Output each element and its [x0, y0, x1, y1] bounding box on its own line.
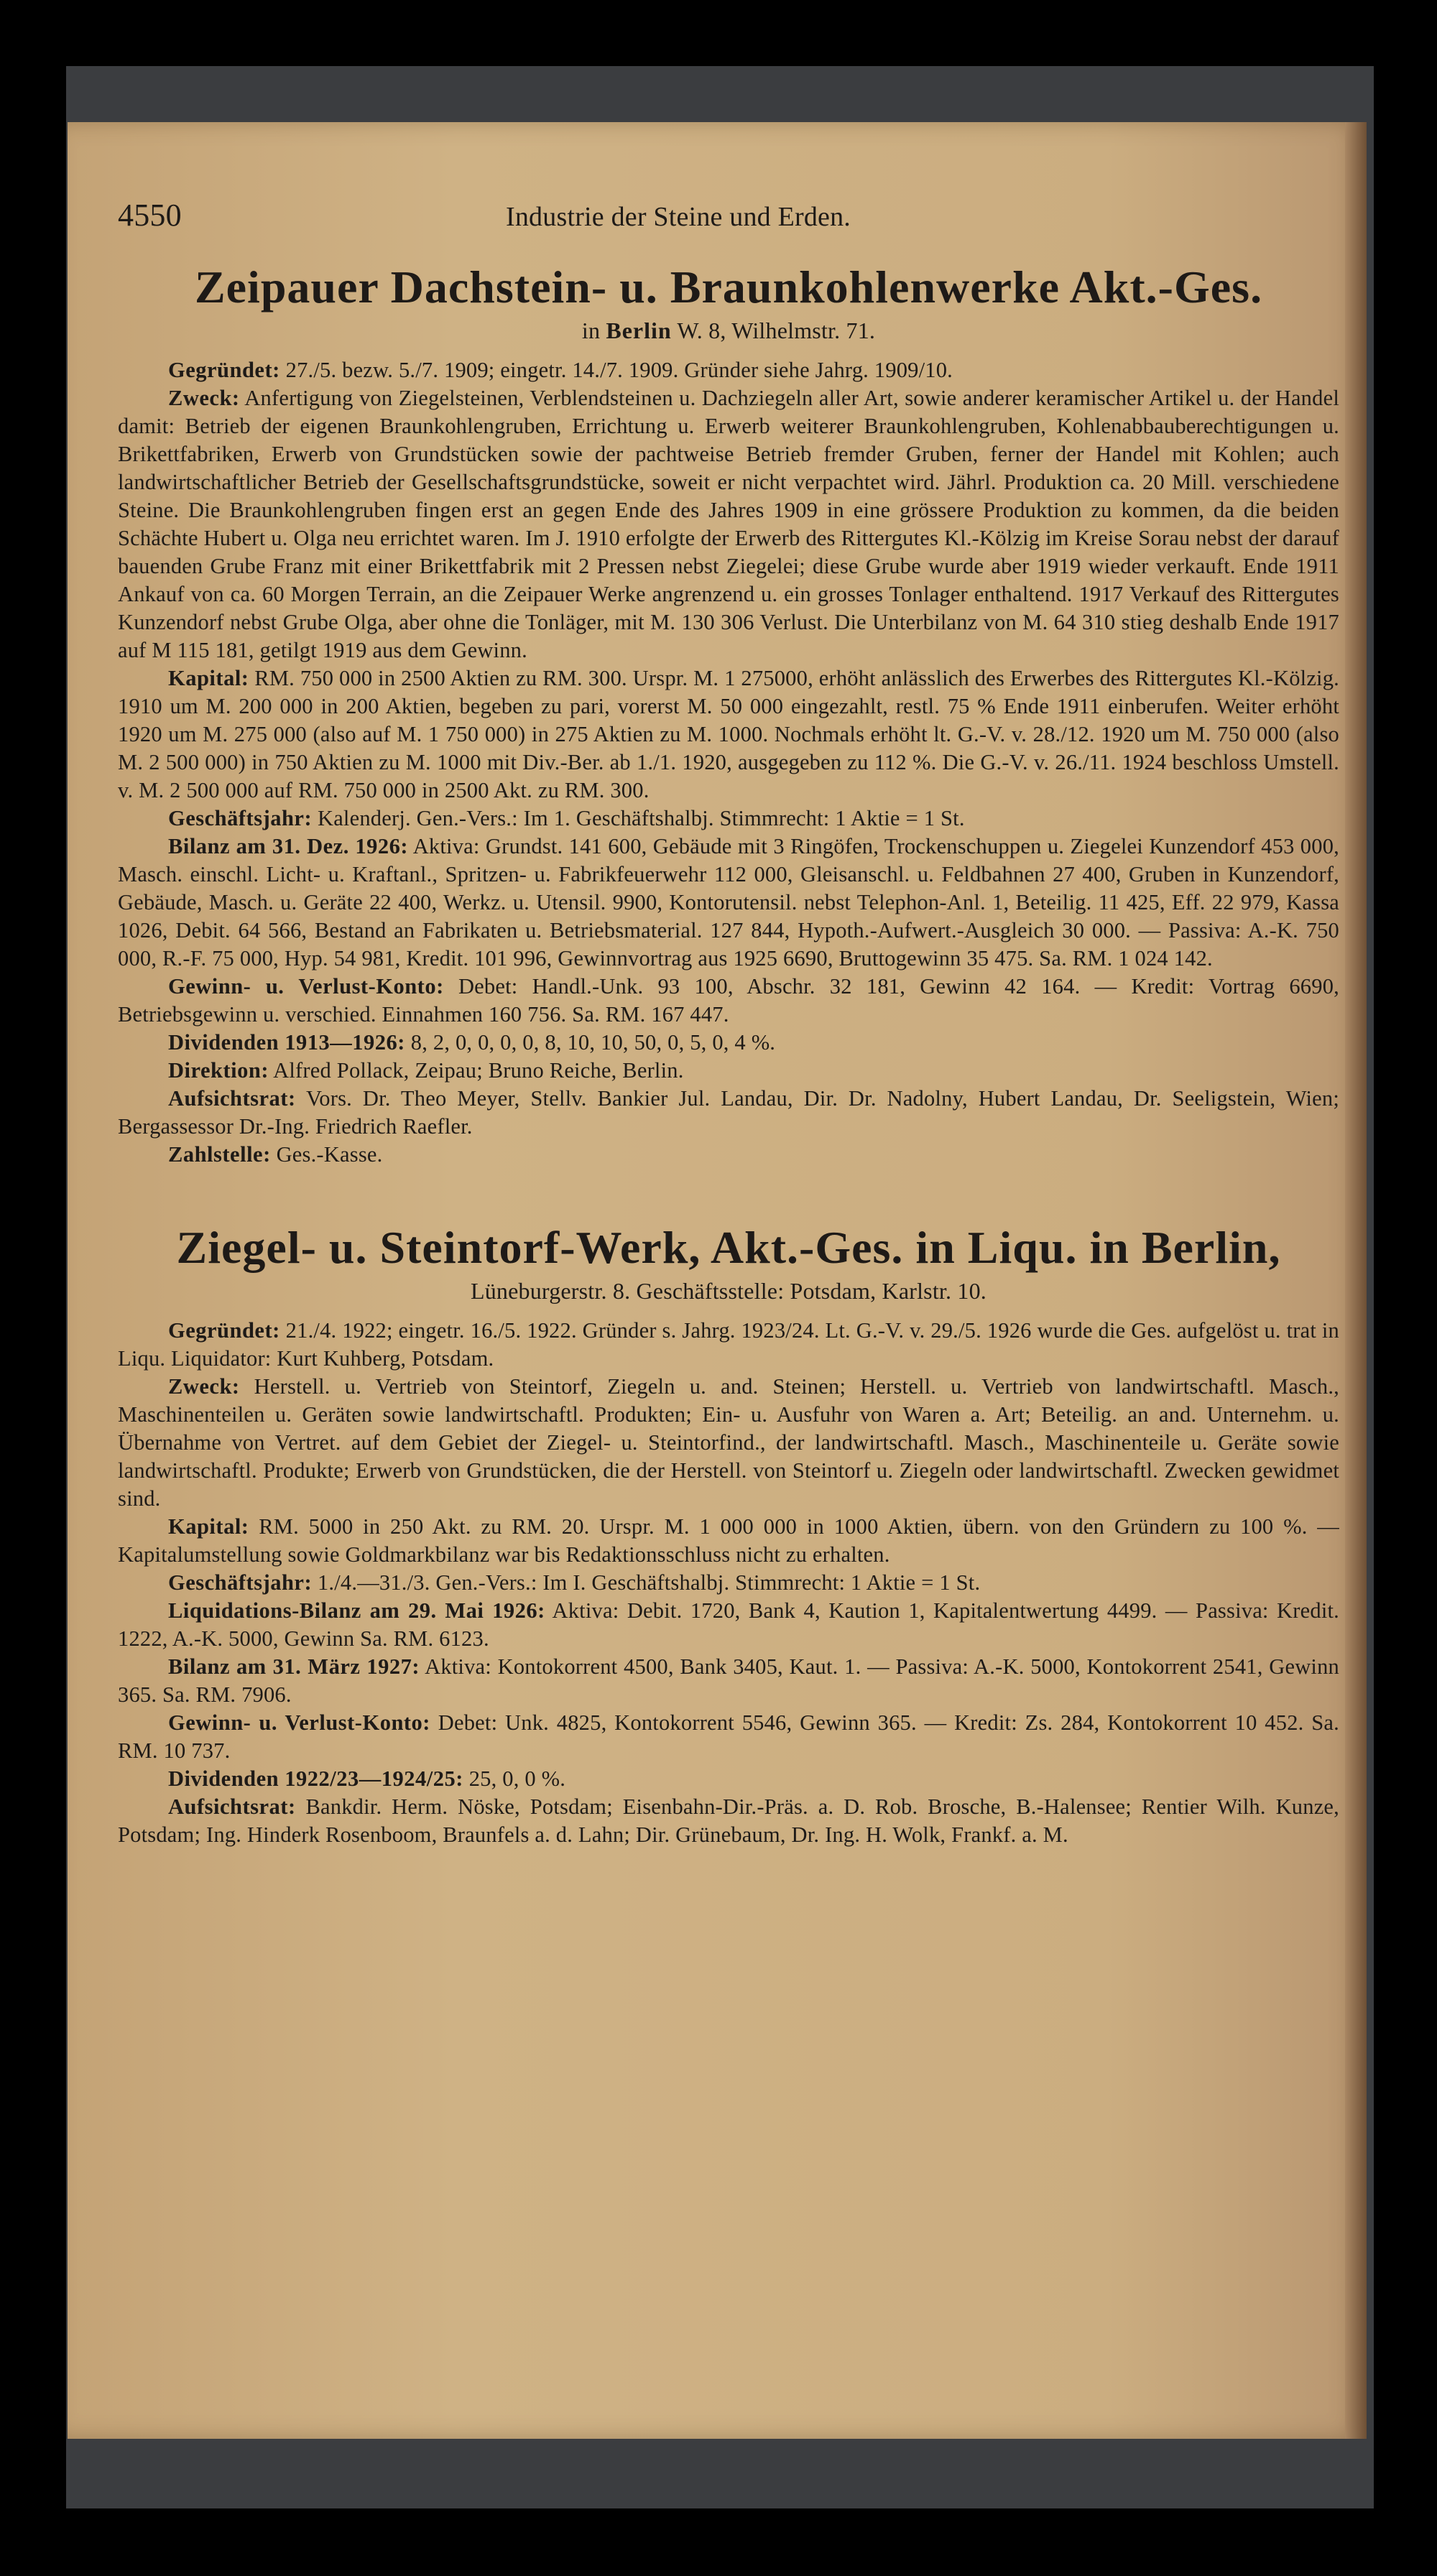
running-title: Industrie der Steine und Erden. — [506, 202, 851, 232]
company-entry — [118, 1220, 1339, 1849]
section-capital: Kapital: RM. 750 000 in 2500 Aktien zu RM. 300. Urspr. M. 1 275000, erhöht anlässlich des Erwerbes des Rittergutes Kl.-Kölzig. 1910 um M. 200 000 in 200 Aktien, begeben zu pari, vorerst M. 50 000 eingezahlt, restl. 75 % Ende 1911 einberufen. Weiter erhöht 1920 um M. 275 000 (also auf M. 1 750 000) in 275 Aktien zu M. 1000. Nochmals erhöht lt. G.-V. v. 28./12. 1920 um M. 750 000 (also M. 2 500 000) in 750 Aktien zu M. 1000 mit Div.-Ber. ab 1./1. 1920, ausgegeben zu 112 %. Die G.-V. v. 26./11. 1924 beschloss Umstell. v. M. 2 500 000 auf RM. 750 000 in 2500 Akt. zu RM. 300. — [118, 666, 1340, 802]
section-management: Direktion: Alfred Pollack, Zeipau; Bruno Reiche, Berlin. — [168, 1058, 684, 1083]
section-liquidation-balance: Liquidations-Bilanz am 29. Mai 1926: Aktiva: Debit. 1720, Bank 4, Kaution 1, Kapitalentwertung 4499. — Passiva: Kredit. 1222, A.-K. 5000, Gewinn Sa. RM. 6123. — [118, 1598, 1339, 1651]
company-address: Lüneburgerstr. 8. Geschäftsstelle: Potsdam, Karlstr. 10. — [470, 1278, 987, 1304]
section-supervisory-board: Aufsichtsrat: Vors. Dr. Theo Meyer, Stellv. Bankier Jul. Landau, Dir. Dr. Nadolny, Hubert Landau, Dr. Seeligstein, Wien; Bergassessor Dr.-Ing. Friedrich Raefler. — [118, 1086, 1339, 1139]
section-fiscal-year: Geschäftsjahr: 1./4.—31./3. Gen.-Vers.: Im I. Geschäftshalbj. Stimmrecht: 1 Aktie = 1 St. — [168, 1570, 981, 1595]
page-edge — [1345, 122, 1367, 2439]
section-purpose: Zweck: Herstell. u. Vertrieb von Steintorf, Ziegeln u. and. Steinen; Herstell. u. Vertrieb von landwirtschaftl. Masch., Maschinenteilen u. Geräten sowie landwirtschaftl. Produkten; Ein- u. Ausfuhr von Waren a. Art; Beteilig. an and. Unternehm. u. Übernahme von Vertret. auf dem Gebiet der Ziegel- u. Steintorfind., der landwirtschaftl. Masch., Maschinenteile u. Geräte sowie landwirtschaftl. Produkte; Erwerb von Grundstücken, die der Herstell. von Steintorf u. Ziegeln oder landwirtschaftl. Zwecken gewidmet sind. — [118, 1374, 1340, 1511]
section-paying-agent: Zahlstelle: Ges.-Kasse. — [168, 1142, 383, 1167]
company-entry — [118, 260, 1339, 1169]
company-title: Ziegel- u. Steintorf-Werk, Akt.-Ges. in Liqu. in Berlin, — [176, 1222, 1281, 1273]
section-balance: Bilanz am 31. März 1927: Aktiva: Kontokorrent 4500, Bank 3405, Kaut. 1. — Passiva: A.-K. 5000, Kontokorrent 2541, Gewinn 365. Sa. RM. 7906. — [118, 1654, 1339, 1707]
section-capital: Kapital: RM. 5000 in 250 Akt. zu RM. 20. Urspr. M. 1 000 000 in 1000 Aktien, übern. von den Gründern zu 100 %. — Kapitalumstellung sowie Goldmarkbilanz war bis Redaktionsschluss nicht zu erhalten. — [118, 1514, 1339, 1567]
company-location: in Berlin W. 8, Wilhelmstr. 71. — [581, 318, 876, 343]
company-title: Zeipauer Dachstein- u. Braunkohlenwerke Akt.-Ges. — [194, 261, 1263, 312]
section-supervisory-board: Aufsichtsrat: Bankdir. Herm. Nöske, Potsdam; Eisenbahn-Dir.-Präs. a. D. Rob. Brosche, B.-Halensee; Rentier Wilh. Kunze, Potsdam; Ing. Hinderk Rosenboom, Braunfels a. d. Lahn; Dir. Grünebaum, Dr. Ing. H. Wolk, Frankf. a. M. — [118, 1794, 1339, 1847]
section-dividends: Dividenden 1913—1926: 8, 2, 0, 0, 0, 0, 8, 10, 10, 50, 0, 5, 0, 4 %. — [168, 1030, 776, 1055]
book-page — [68, 122, 1367, 2439]
page-header — [118, 198, 1339, 233]
section-dividends: Dividenden 1922/23—1924/25: 25, 0, 0 %. — [168, 1766, 566, 1791]
section-purpose: Zweck: Anfertigung von Ziegelsteinen, Verblendsteinen u. Dachziegeln aller Art, sowie anderer keramischer Artikel u. der Handel damit: Betrieb der eigenen Braunkohlengruben, Errichtung u. Erwerb weiterer Braunkohlengruben, Kohlenabbauberechtigungen u. Brikettfabriken, Erwerb von Grundstücken sowie der pachtweise Betrieb fremder Gruben, ferner der Handel mit Kohlen; auch landwirtschaftlicher Betrieb der Gesellschaftsgrundstücke, soweit er nicht verpachtet wird. Jährl. Produktion ca. 20 Mill. verschiedene Steine. Die Braunkohlengruben fingen erst an gegen Ende des Jahres 1909 in eine grössere Produktion zu kommen, da die beiden Schächte Hubert u. Olga neu errichtet waren. Im J. 1910 erfolgte der Erwerb des Rittergutes Kl.-Kölzig im Kreise Sorau nebst der darauf bauenden Grube Franz mit einer Brikettfabrik mit 2 Pressen nebst Ziegelei; diese Grube wurde aber 1919 wieder verkauft. Ende 1911 Ankauf von ca. 60 Morgen Terrain, an die Zeipauer Werke angrenzend u. ein grosses Tonlager enthaltend. 1917 Verkauf des Rittergutes Kunzendorf nebst Grube Olga, aber ohne die Tonläger, mit M. 130 306 Verlust. Die Unterbilanz von M. 64 310 stieg deshalb Ende 1917 auf M 115 181, getilgt 1919 aus dem Gewinn. — [118, 386, 1339, 662]
section-profit-loss: Gewinn- u. Verlust-Konto: Debet: Unk. 4825, Kontokorrent 5546, Gewinn 365. — Kredit: Zs. 284, Kontokorrent 10 452. Sa. RM. 10 737. — [118, 1710, 1339, 1763]
page-text — [118, 198, 1340, 1849]
section-fiscal-year: Geschäftsjahr: Kalenderj. Gen.-Vers.: Im 1. Geschäftshalbj. Stimmrecht: 1 Aktie = 1 St. — [168, 806, 965, 830]
section-profit-loss: Gewinn- u. Verlust-Konto: Debet: Handl.-Unk. 93 100, Abschr. 32 181, Gewinn 42 164. — Kredit: Vortrag 6690, Betriebsgewinn u. verschied. Einnahmen 160 756. Sa. RM. 167 447. — [118, 974, 1339, 1027]
section-balance: Bilanz am 31. Dez. 1926: Aktiva: Grundst. 141 600, Gebäude mit 3 Ringöfen, Trockenschuppen u. Ziegelei Kunzendorf 453 000, Masch. einschl. Licht- u. Kraftanl., Spritzen- u. Fabrikfeuerwehr 112 000, Gleisanschl. u. Feldbahnen 27 400, Gruben in Kunzendorf, Gebäude, Masch. u. Geräte 22 400, Werkz. u. Utensil. 9900, Kontorutensil. nebst Telephon-Anl. 1, Beteilig. 11 425, Eff. 22 979, Kassa 1026, Debit. 64 566, Bestand an Fabrikaten u. Betriebsmaterial. 127 844, Hypoth.-Aufwert.-Ausgleich 30 000. — Passiva: A.-K. 750 000, R.-F. 75 000, Hyp. 54 981, Kredit. 101 996, Gewinnvortrag aus 1925 6690, Bruttogewinn 35 475. Sa. RM. 1 024 142. — [118, 834, 1339, 970]
section-founded: Gegründet: 21./4. 1922; eingetr. 16./5. 1922. Gründer s. Jahrg. 1923/24. Lt. G.-V. v. 29./5. 1926 wurde die Ges. aufgelöst u. trat in Liqu. Liquidator: Kurt Kuhberg, Potsdam. — [118, 1318, 1340, 1371]
page-number: 4550 — [118, 198, 182, 233]
section-founded: Gegründet: 27./5. bezw. 5./7. 1909; eingetr. 14./7. 1909. Gründer siehe Jahrg. 1909/10. — [168, 358, 953, 382]
company-city: Berlin — [606, 318, 672, 343]
